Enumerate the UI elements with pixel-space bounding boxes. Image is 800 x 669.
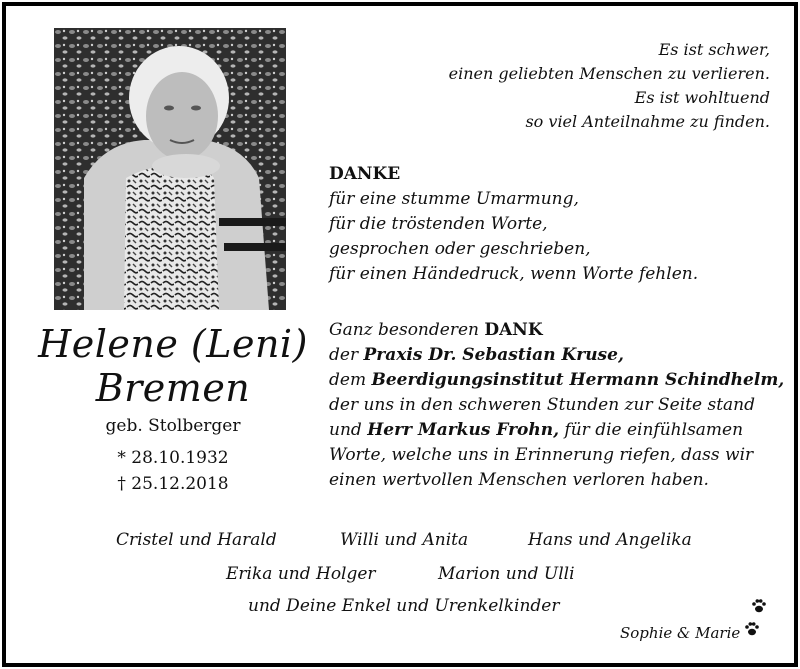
special-line (329, 418, 784, 443)
motto-quote (449, 38, 770, 134)
signature-pets: Sophie & Marie (620, 624, 741, 642)
obituary-card (2, 2, 798, 667)
special-line (329, 318, 784, 343)
paw-print-icon (744, 621, 760, 641)
signature-name: Willi und Anita (340, 530, 469, 550)
portrait-image (54, 28, 286, 310)
special-line: Worte, welche uns in Erinnerung riefen, dass wir (329, 445, 754, 465)
special-text: Ganz besonderen (329, 320, 485, 340)
special-emphasis: Beerdigungsinstitut Hermann Schindhelm, (371, 370, 785, 390)
special-text: der (329, 345, 364, 365)
special-text: und (329, 420, 368, 440)
birth-date: * 28.10.1932 (117, 448, 229, 468)
signature-name: Erika und Holger (226, 564, 376, 584)
special-emphasis: Praxis Dr. Sebastian Kruse, (363, 345, 624, 365)
thanks-heading: DANKE (329, 164, 401, 184)
signature-name: Hans und Angelika (528, 530, 692, 550)
paw-print-icon (751, 598, 767, 618)
death-date: † 25.12.2018 (117, 474, 229, 494)
thanks-block (329, 162, 698, 287)
motto-line: Es ist schwer, (658, 40, 770, 59)
thanks-line: für eine stumme Umarmung, (329, 189, 579, 209)
signature-grandchildren: und Deine Enkel und Urenkelkinder (248, 596, 560, 616)
motto-line: Es ist wohltuend (634, 88, 770, 107)
signature-name: Cristel und Harald (116, 530, 277, 550)
motto-line: so viel Anteilnahme zu finden. (525, 112, 770, 131)
maiden-name: geb. Stolberger (105, 416, 241, 436)
deceased-name-last: Bremen (95, 366, 251, 410)
special-emphasis: DANK (484, 320, 543, 340)
special-line (329, 368, 784, 393)
special-thanks-block (329, 318, 784, 493)
thanks-line: für die tröstenden Worte, (329, 214, 548, 234)
special-line (329, 343, 784, 368)
thanks-line: gesprochen oder geschrieben, (329, 239, 591, 259)
special-line: einen wertvollen Menschen verloren haben. (329, 470, 709, 490)
motto-line: einen geliebten Menschen zu verlieren. (448, 64, 770, 83)
portrait-photo (54, 28, 286, 310)
signature-name: Marion und Ulli (438, 564, 575, 584)
special-emphasis: Herr Markus Frohn, (367, 420, 560, 440)
deceased-name-first: Helene (Leni) (38, 322, 308, 366)
thanks-line: für einen Händedruck, wenn Worte fehlen. (329, 264, 699, 284)
special-text: für die einfühlsamen (559, 420, 744, 440)
special-text: dem (329, 370, 372, 390)
special-line: der uns in den schweren Stunden zur Seite stand (329, 395, 755, 415)
